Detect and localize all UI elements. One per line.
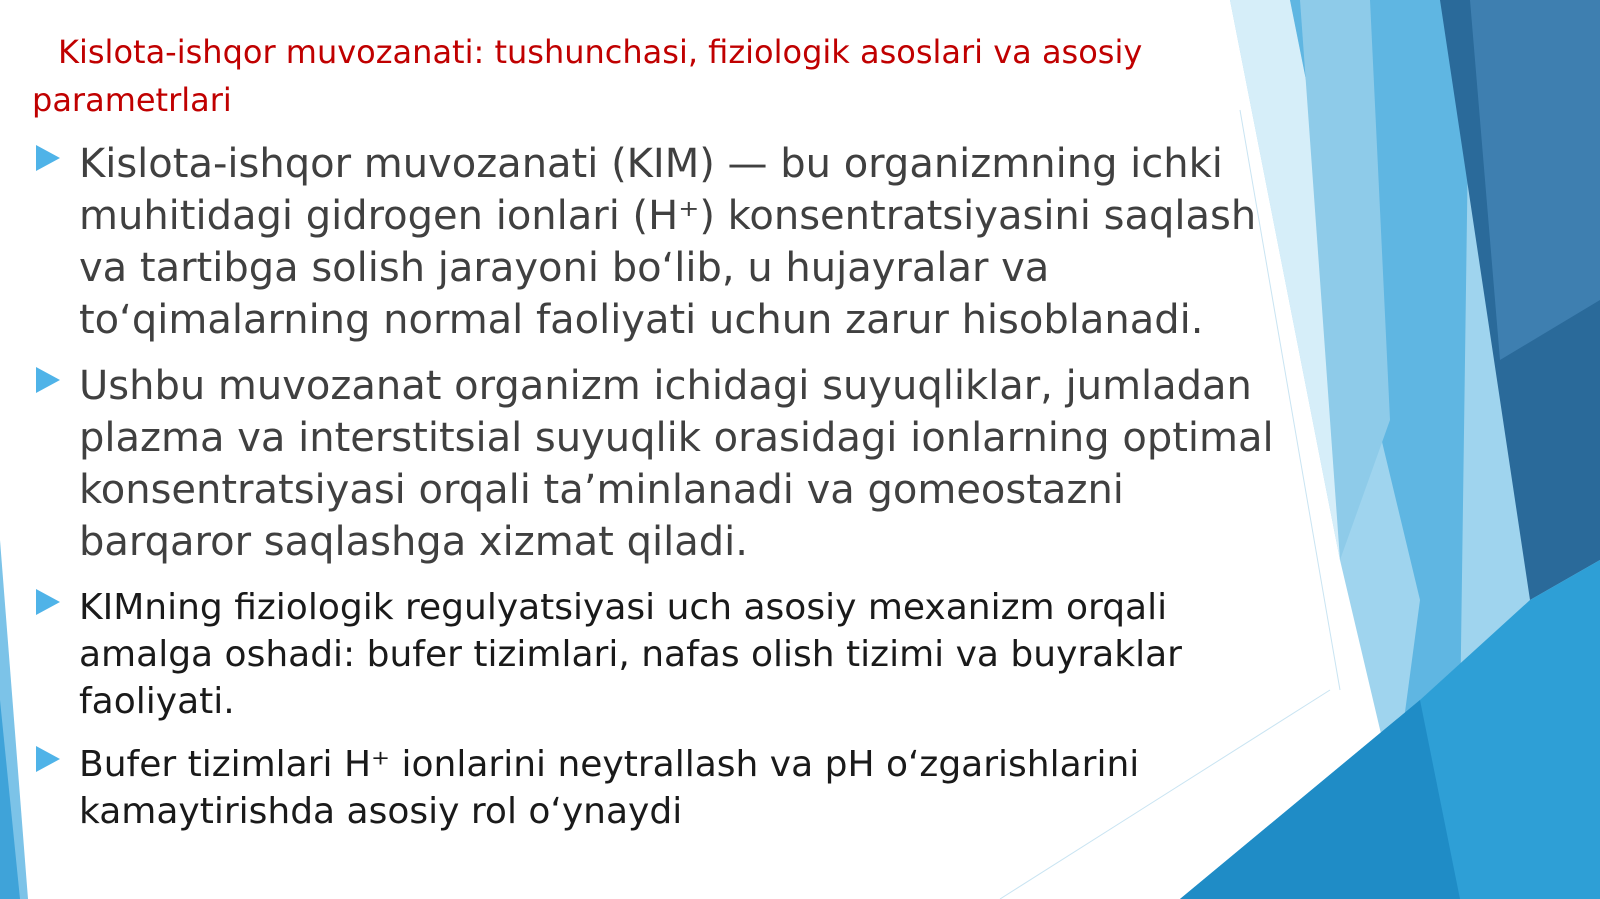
- triangle-right-icon: [36, 746, 60, 772]
- bullet-text: Kislota-ishqor muvozanati (KIM) — bu organizmning ichki muhitidagi gidrogen ionlari (H⁺) konsentratsiyasini saqlash va tartibga solish jarayoni bo‘lib, u hujayralar va to‘qimalarning normal faoliyati uchun zarur hisoblanadi.: [79, 141, 1257, 343]
- bullet-item: [34, 360, 1274, 568]
- bullet-item: [34, 741, 1274, 835]
- bullet-text: Ushbu muvozanat organizm ichidagi suyuqliklar, jumladan plazma va interstitsial suyuqlik orasidagi ionlarning optimal konsentratsiyasi orqali ta’minlanadi va gomeostazni barqaror saqlashga xizmat qiladi.: [79, 363, 1274, 565]
- slide-title: Kislota-ishqor muvozanati: tushunchasi, fiziologik asoslari va asosiy parametrlari: [32, 33, 1143, 119]
- triangle-right-icon: [36, 145, 60, 171]
- bullet-item: [34, 584, 1274, 725]
- triangle-right-icon: [36, 589, 60, 615]
- bullet-text: Bufer tizimlari H⁺ ionlarini neytrallash va pH o‘zgarishlarini kamaytirishda asosiy rol o‘ynaydi: [79, 744, 1140, 832]
- bullet-list: [34, 138, 1274, 835]
- triangle-right-icon: [36, 367, 60, 393]
- bullet-text: KIMning fiziologik regulyatsiyasi uch asosiy mexanizm orqali amalga oshadi: bufer tizimlari, nafas olish tizimi va buyraklar faoliyati.: [79, 587, 1182, 722]
- bullet-item: [34, 138, 1274, 346]
